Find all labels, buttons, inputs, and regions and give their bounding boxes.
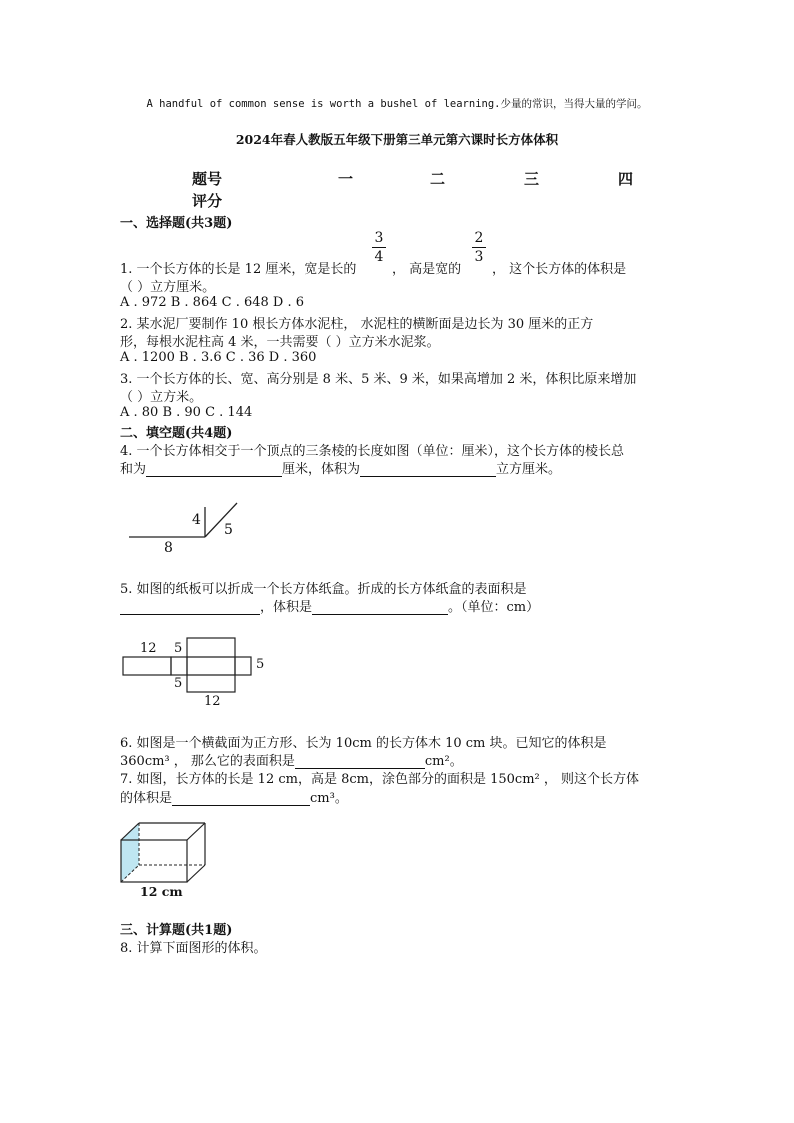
score-col-1: 一 xyxy=(338,170,354,188)
q7-text-b: cm³。 xyxy=(310,791,348,806)
q2-text-line1: 2. 某水泥厂要制作 10 根长方体水泥柱， 水泥柱的横断面是边长为 30 厘米的正方 xyxy=(120,317,594,332)
q5-label-5-bottom: 5 xyxy=(174,676,183,691)
page-title: 2024年春人教版五年级下册第三单元第六课时长方体体积 xyxy=(235,132,559,147)
q3-options: A . 80 B . 90 C . 144 xyxy=(120,405,253,420)
q4-answer-blank-edge[interactable] xyxy=(146,462,282,477)
fraction-denominator: 3 xyxy=(474,249,484,265)
q2-text-line2: 形，每根水泥柱高 4 米，一共需要（ ）立方米水泥浆。 xyxy=(120,335,440,350)
q5-label-12-top: 12 xyxy=(140,641,157,656)
q6-answer-blank[interactable] xyxy=(295,754,425,769)
q4-text-line2 xyxy=(120,458,561,477)
q3-text-line2: （ ）立方米。 xyxy=(120,390,203,405)
section-heading-choice: 一、选择题(共3题) xyxy=(120,216,233,231)
section-heading-fill: 二、填空题(共4题) xyxy=(120,426,233,441)
score-label-grade: 评分 xyxy=(192,192,223,210)
fraction-denominator: 4 xyxy=(374,249,384,265)
q2-options: A . 1200 B . 3.6 C . 36 D . 360 xyxy=(120,350,317,365)
q4-label-5: 5 xyxy=(224,522,233,538)
score-col-4: 四 xyxy=(618,170,634,188)
q4-text-c: 立方厘米。 xyxy=(496,462,562,477)
q8-text: 8. 计算下面图形的体积。 xyxy=(120,941,267,956)
fraction-numerator: 2 xyxy=(474,230,484,246)
q5-text-line2 xyxy=(120,596,539,615)
q4-text-b: 厘米，体积为 xyxy=(282,462,361,477)
q5-label-12-bottom: 12 xyxy=(204,694,221,709)
section-heading-calc: 三、计算题(共1题) xyxy=(120,923,233,938)
fraction-three-quarters xyxy=(372,230,386,265)
q6-text-b: cm²。 xyxy=(424,754,463,769)
q5-text-b: ，体积是 xyxy=(260,600,313,615)
fraction-numerator: 3 xyxy=(374,230,384,246)
q4-label-8: 8 xyxy=(164,540,173,556)
q4-label-4: 4 xyxy=(192,512,201,528)
q1-options: A . 972 B . 864 C . 648 D . 6 xyxy=(120,295,305,310)
q6-text-line2 xyxy=(120,750,463,769)
score-col-2: 二 xyxy=(430,170,446,188)
q3-text-line1: 3. 一个长方体的长、宽、高分别是 8 米、5 米、9 米，如果高增加 2 米，体积比原来增加 xyxy=(120,372,637,387)
q4-text-a: 和为 xyxy=(120,462,147,477)
q5-text-c: 。（单位：cm） xyxy=(448,600,540,615)
score-label-number: 题号 xyxy=(192,170,223,188)
q5-text-line1: 5. 如图的纸板可以折成一个长方体纸盒。折成的长方体纸盒的表面积是 xyxy=(120,582,527,597)
q5-label-5-top: 5 xyxy=(174,641,183,656)
q4-answer-blank-volume[interactable] xyxy=(360,462,496,477)
q4-text-line1: 4. 一个长方体相交于一个顶点的三条棱的长度如图（单位：厘米），这个长方体的棱长总 xyxy=(120,444,625,459)
q7-text-line2 xyxy=(120,787,348,806)
q1-text-c: ， 这个长方体的体积是 xyxy=(492,262,627,277)
q1-text-b: ， 高是宽的 xyxy=(392,262,462,277)
q7-answer-blank[interactable] xyxy=(172,791,310,806)
fraction-two-thirds xyxy=(472,230,486,265)
q7-text-a: 的体积是 xyxy=(120,791,173,806)
q1-text-a: 1. 一个长方体的长是 12 厘米，宽是长的 xyxy=(120,262,357,277)
q5-answer-blank-volume[interactable] xyxy=(312,600,448,615)
q6-text-a: 360cm³ ， 那么它的表面积是 xyxy=(120,754,295,769)
q7-text-line1: 7. 如图，长方体的长是 12 cm，高是 8cm，涂色部分的面积是 150cm² ， 则这个长方体 xyxy=(120,772,639,787)
score-col-3: 三 xyxy=(524,170,540,188)
q5-answer-blank-area[interactable] xyxy=(120,600,260,615)
q5-label-5-right: 5 xyxy=(256,657,265,672)
q7-label-12cm: 12 cm xyxy=(140,884,183,899)
q6-text-line1: 6. 如图是一个横截面为正方形、长为 10cm 的长方体木 10 cm 块。已知它的体积是 xyxy=(120,736,607,751)
q1-text-line2: （ ）立方厘米。 xyxy=(120,280,216,295)
motto: A handful of common sense is worth a bushel of learning.少量的常识，当得大量的学问。 xyxy=(146,98,648,110)
q7-cuboid-figure xyxy=(118,820,218,890)
